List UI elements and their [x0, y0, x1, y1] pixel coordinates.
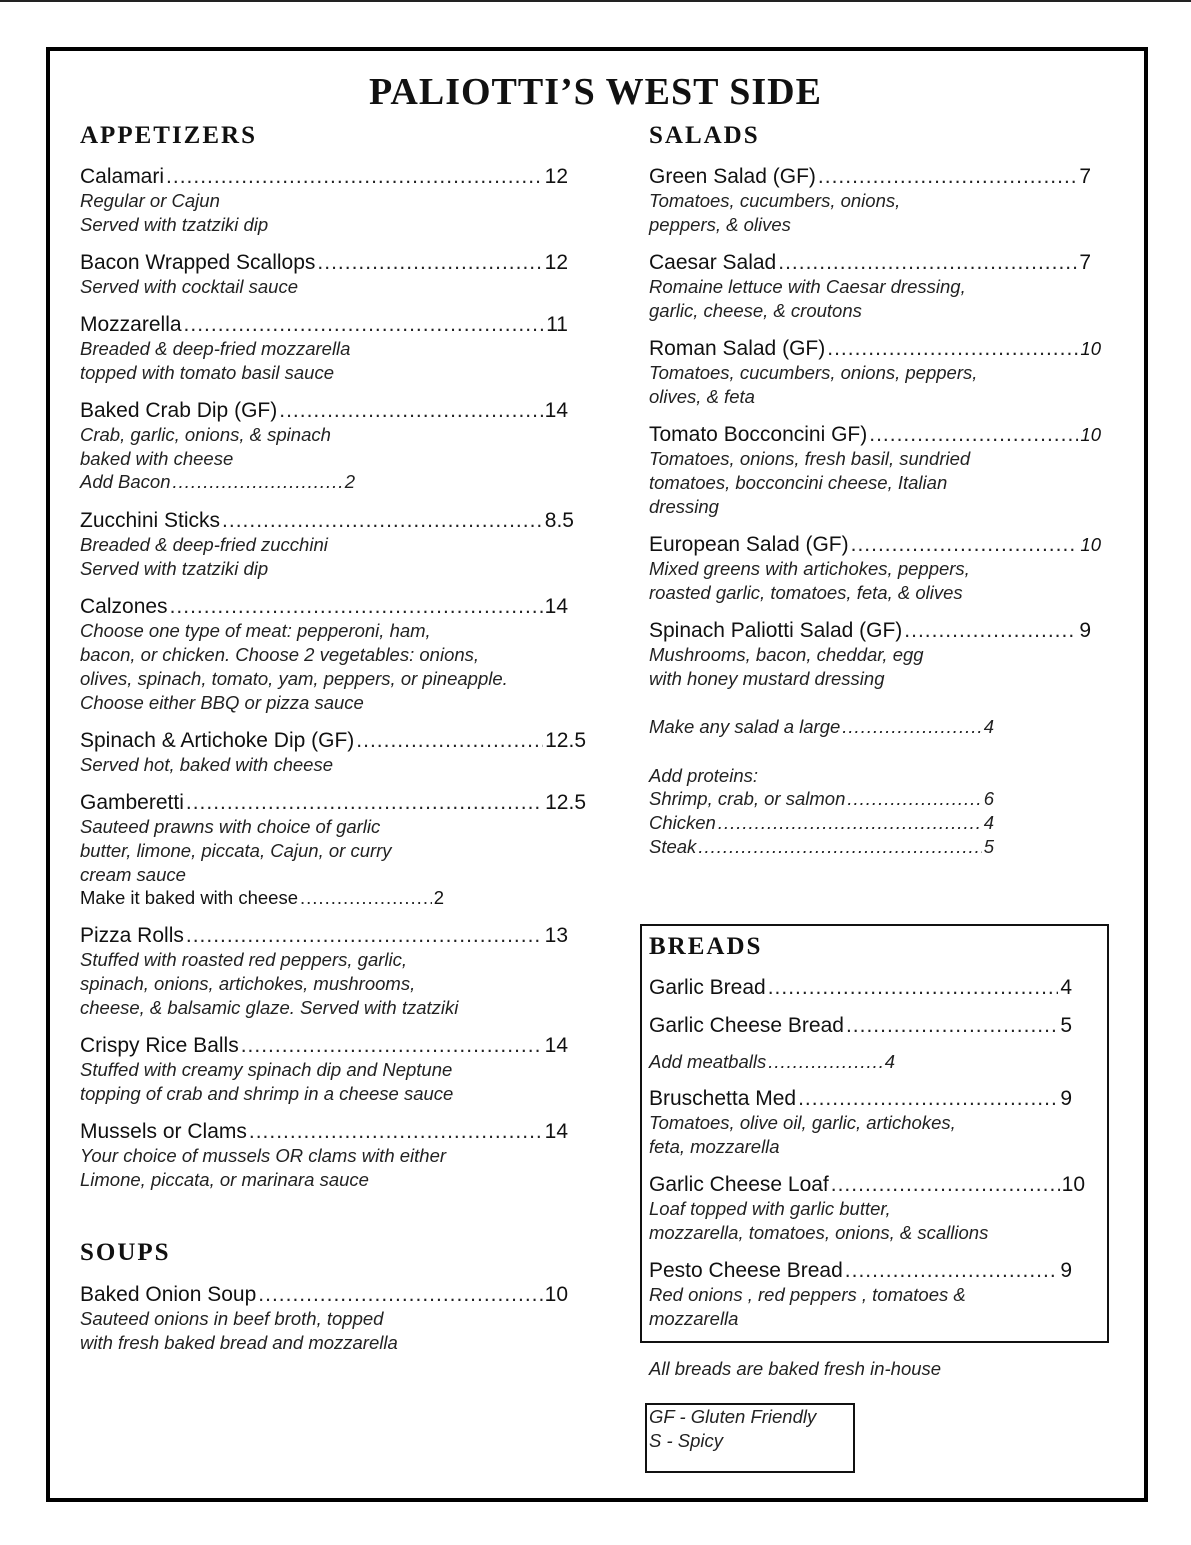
item-price: 10: [1080, 338, 1101, 359]
option-price: 4: [884, 1051, 895, 1072]
add-on-line: [80, 887, 444, 911]
item-price: 9: [1060, 1259, 1072, 1282]
item-price: 14: [544, 1034, 568, 1057]
item-name: Spinach & Artichoke Dip (GF): [80, 729, 355, 752]
item-price: 14: [544, 1120, 568, 1143]
item-description: Your choice of mussels OR clams with either: [80, 1145, 447, 1166]
add-on-price: 2: [344, 471, 355, 492]
item-name: Green Salad (GF): [649, 165, 816, 188]
item-price: 10: [544, 1283, 568, 1306]
menu-item: [80, 924, 568, 1020]
item-price: 11: [546, 313, 568, 336]
legend-gf: GF - Gluten Friendly: [649, 1406, 817, 1427]
item-price: 4: [1060, 976, 1072, 999]
menu-item: [80, 509, 574, 581]
item-name: European Salad (GF): [649, 533, 849, 556]
item-name: Pesto Cheese Bread: [649, 1259, 843, 1282]
protein-name: Shrimp, crab, or salmon: [649, 788, 846, 809]
menu-item: [80, 251, 568, 299]
item-name: Caesar Salad: [649, 251, 777, 274]
item-description: with honey mustard dressing: [649, 668, 885, 689]
item-description: peppers, & olives: [649, 214, 791, 235]
protein-name: Steak: [649, 836, 697, 857]
menu-item: [649, 251, 1091, 323]
item-description: Breaded & deep-fried zucchini: [80, 534, 328, 555]
item-name: Zucchini Sticks: [80, 509, 221, 532]
item-price: 14: [544, 399, 568, 422]
protein-price: 5: [983, 836, 994, 857]
add-proteins: [649, 764, 994, 860]
item-price: 12: [544, 165, 568, 188]
protein-option: [649, 836, 994, 860]
menu-item: [80, 791, 586, 911]
item-price: 7: [1079, 165, 1091, 188]
item-description: Stuffed with roasted red peppers, garlic,: [80, 949, 408, 970]
item-name: Gamberetti: [80, 791, 184, 814]
protein-price: 6: [983, 788, 994, 809]
item-name: Mozzarella: [80, 313, 182, 336]
item-name: Baked Onion Soup: [80, 1283, 257, 1306]
menu-item: [80, 313, 568, 385]
item-price: 12: [544, 251, 568, 274]
item-description: spinach, onions, artichokes, mushrooms,: [80, 973, 416, 994]
legend-box: [645, 1403, 855, 1473]
menu-item: [80, 165, 568, 237]
salad-large-option: [649, 716, 994, 740]
menu-item: [80, 595, 568, 715]
menu-item: [649, 1087, 1072, 1159]
item-description: Crab, garlic, onions, & spinach: [80, 424, 331, 445]
item-name: Spinach Paliotti Salad (GF): [649, 619, 903, 642]
item-price: 10: [1061, 1173, 1085, 1196]
item-description: Tomatoes, cucumbers, onions,: [649, 190, 901, 211]
item-description: cream sauce: [80, 864, 186, 885]
item-description: feta, mozzarella: [649, 1136, 780, 1157]
item-price: 10: [1080, 424, 1101, 445]
item-price: 9: [1060, 1087, 1072, 1110]
item-description: tomatoes, bocconcini cheese, Italian: [649, 472, 948, 493]
item-price: 14: [544, 595, 568, 618]
item-description: Mixed greens with artichokes, peppers,: [649, 558, 970, 579]
item-price: 7: [1079, 251, 1091, 274]
item-name: Tomato Bocconcini GF): [649, 423, 868, 446]
option-price: 4: [983, 716, 994, 737]
menu-item: [80, 1034, 568, 1106]
appetizers-heading: APPETIZERS: [80, 122, 257, 149]
item-price: 12.5: [545, 729, 586, 752]
menu-item: [649, 165, 1091, 237]
item-description: Tomatoes, onions, fresh basil, sundried: [649, 448, 971, 469]
menu-item: [649, 619, 1091, 691]
menu-item: [80, 1283, 568, 1355]
item-description: butter, limone, piccata, Cajun, or curry: [80, 840, 392, 861]
add-on-name: Make it baked with cheese: [80, 887, 299, 908]
menu-item: [649, 976, 1072, 1000]
item-description: Choose either BBQ or pizza sauce: [80, 692, 364, 713]
item-name: Roman Salad (GF): [649, 337, 826, 360]
item-description: Choose one type of meat: pepperoni, ham,: [80, 620, 431, 641]
menu-item: [80, 729, 586, 777]
item-description: roasted garlic, tomatoes, feta, & olives: [649, 582, 963, 603]
salads-heading: SALADS: [649, 122, 760, 149]
item-description: Limone, piccata, or marinara sauce: [80, 1169, 369, 1190]
item-name: Calamari: [80, 165, 165, 188]
item-description: mozzarella: [649, 1308, 739, 1329]
item-description: Mushrooms, bacon, cheddar, egg: [649, 644, 924, 665]
item-description: Stuffed with creamy spinach dip and Neptune: [80, 1059, 453, 1080]
item-price: 9: [1079, 619, 1091, 642]
item-name: Bacon Wrapped Scallops: [80, 251, 316, 274]
add-on-line: [80, 471, 355, 495]
menu-item: [649, 423, 1101, 519]
item-description: Tomatoes, cucumbers, onions, peppers,: [649, 362, 978, 383]
menu-item: [649, 1173, 1085, 1245]
item-description: Tomatoes, olive oil, garlic, artichokes,: [649, 1112, 956, 1133]
item-price: 5: [1060, 1014, 1072, 1037]
item-description: Served with tzatziki dip: [80, 214, 269, 235]
item-description: Served with tzatziki dip: [80, 558, 269, 579]
item-description: Regular or Cajun: [80, 190, 220, 211]
item-description: mozzarella, tomatoes, onions, & scallions: [649, 1222, 989, 1243]
item-description: Served with cocktail sauce: [80, 276, 298, 297]
add-on-price: 2: [433, 887, 444, 908]
item-description: Sauteed onions in beef broth, topped: [80, 1308, 384, 1329]
item-name: Bruschetta Med: [649, 1087, 797, 1110]
item-name: Garlic Bread: [649, 976, 766, 999]
protein-name: Chicken: [649, 812, 716, 833]
meatballs-option: [649, 1051, 895, 1075]
proteins-label: Add proteins:: [649, 765, 759, 786]
item-description: cheese, & balsamic glaze. Served with tzatziki: [80, 997, 459, 1018]
breads-heading: BREADS: [649, 933, 763, 960]
option-name: Add meatballs: [649, 1051, 767, 1072]
menu-item: [649, 1014, 1072, 1038]
item-name: Pizza Rolls: [80, 924, 184, 947]
item-description: dressing: [649, 496, 719, 517]
item-description: Sauteed prawns with choice of garlic: [80, 816, 381, 837]
item-name: Baked Crab Dip (GF): [80, 399, 278, 422]
soups-heading: SOUPS: [80, 1239, 171, 1266]
item-description: olives, spinach, tomato, yam, peppers, or pineapple.: [80, 668, 508, 689]
item-description: with fresh baked bread and mozzarella: [80, 1332, 398, 1353]
page-title: PALIOTTI’S WEST SIDE: [369, 71, 822, 113]
menu-item: [649, 533, 1101, 605]
option-name: Make any salad a large: [649, 716, 841, 737]
legend-spicy: S - Spicy: [649, 1430, 724, 1451]
item-price: 13: [544, 924, 568, 947]
item-name: Garlic Cheese Loaf: [649, 1173, 829, 1196]
protein-option: [649, 812, 994, 836]
item-description: bacon, or chicken. Choose 2 vegetables: onions,: [80, 644, 480, 665]
menu-item: [649, 1259, 1072, 1331]
item-name: Garlic Cheese Bread: [649, 1014, 844, 1037]
item-name: Calzones: [80, 595, 168, 618]
item-description: baked with cheese: [80, 448, 234, 469]
item-description: topped with tomato basil sauce: [80, 362, 335, 383]
item-price: 8.5: [544, 509, 574, 532]
item-description: Red onions , red peppers , tomatoes &: [649, 1284, 966, 1305]
item-description: garlic, cheese, & croutons: [649, 300, 862, 321]
add-on-name: Add Bacon: [80, 471, 171, 492]
item-description: Loaf topped with garlic butter,: [649, 1198, 891, 1219]
menu-item: [649, 337, 1101, 409]
menu-item: [80, 1120, 568, 1192]
protein-price: 4: [983, 812, 994, 833]
item-name: Crispy Rice Balls: [80, 1034, 239, 1057]
item-description: topping of crab and shrimp in a cheese sauce: [80, 1083, 454, 1104]
breads-note: All breads are baked fresh in-house: [649, 1358, 942, 1379]
item-description: olives, & feta: [649, 386, 755, 407]
menu-item: [80, 399, 568, 495]
protein-option: [649, 788, 994, 812]
item-price: 12.5: [545, 791, 586, 814]
item-name: Mussels or Clams: [80, 1120, 247, 1143]
item-description: Served hot, baked with cheese: [80, 754, 333, 775]
item-description: Breaded & deep-fried mozzarella: [80, 338, 351, 359]
item-description: Romaine lettuce with Caesar dressing,: [649, 276, 966, 297]
top-rule: [0, 0, 1191, 2]
item-price: 10: [1080, 534, 1101, 555]
